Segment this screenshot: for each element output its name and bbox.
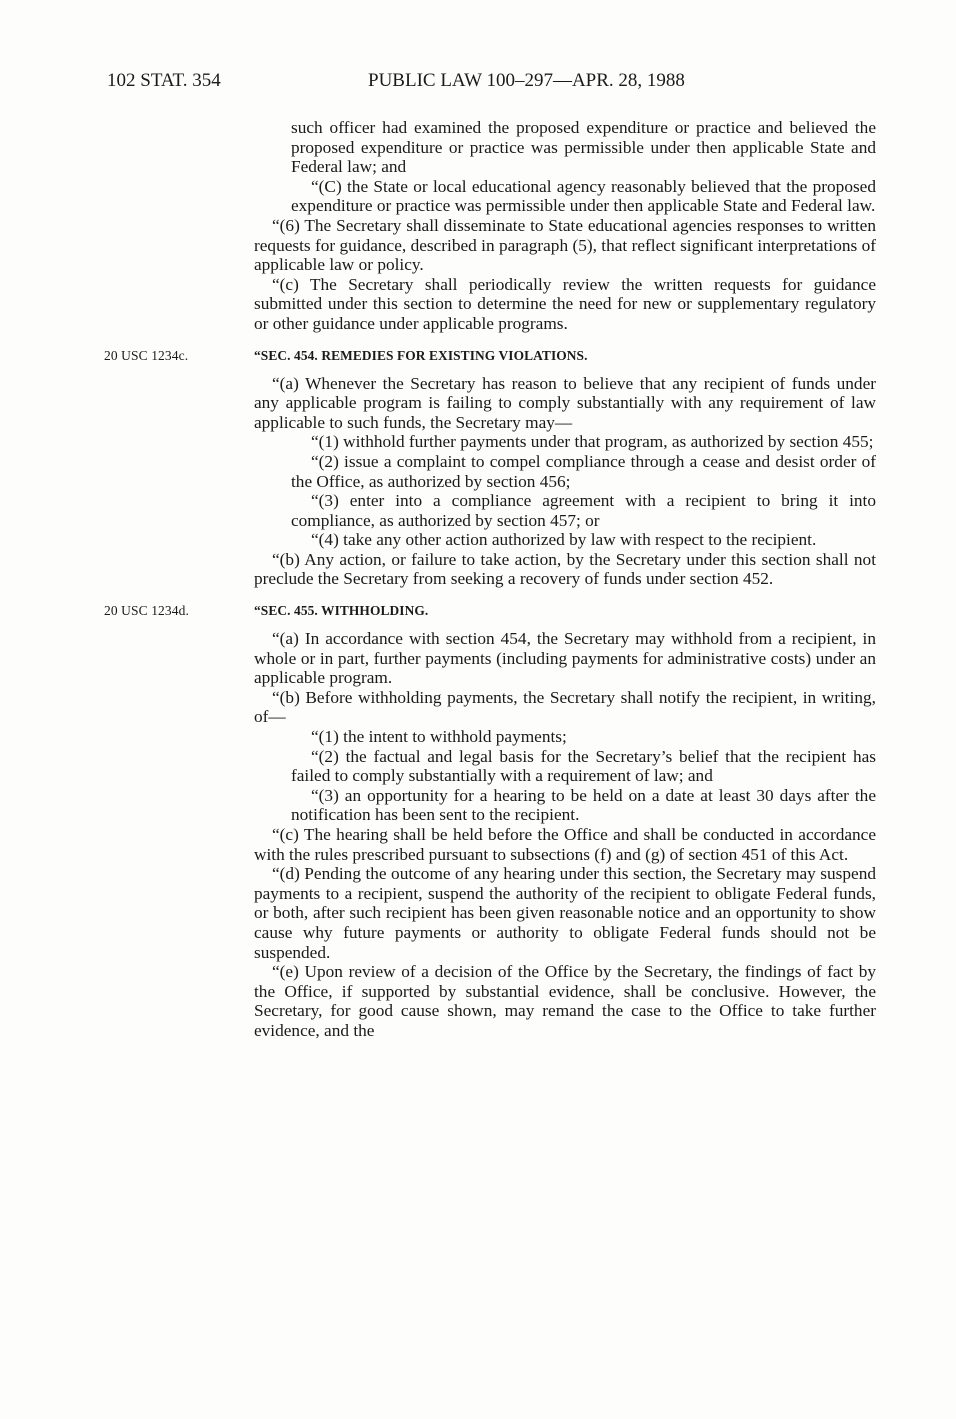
paragraph: “(3) enter into a compliance agreement with a recipient to bring it into compliance, as authorized by section 457; or <box>291 491 876 530</box>
paragraph: “(b) Any action, or failure to take action, by the Secretary under this section shall not preclude the Secretary from seeking a recovery of funds under section 452. <box>254 549 876 589</box>
paragraph: “(C) the State or local educational agency reasonably believed that the proposed expenditure or practice was permissible under then applicable State and Federal law. <box>291 176 876 216</box>
paragraph: “(1) withhold further payments under that program, as authorized by section 455; <box>311 432 874 452</box>
page-header <box>0 70 956 100</box>
paragraph: “(a) In accordance with section 454, the Secretary may withhold from a recipient, in whole or in part, further payments (including payments for administrative costs) under an applicable program. <box>254 629 876 688</box>
paragraph: “(4) take any other action authorized by law with respect to the recipient. <box>311 530 817 550</box>
statute-text <box>104 118 876 1041</box>
paragraph: “(2) the factual and legal basis for the Secretary’s belief that the recipient has failed to comply substantially with a requirement of law; and <box>291 746 876 786</box>
paragraph: such officer had examined the proposed expenditure or practice and believed the proposed expenditure or practice was permissible under then applicable State and Federal law; and <box>291 118 876 177</box>
usc-citation-1234d: 20 USC 1234d. <box>104 603 189 619</box>
usc-citation-1234c: 20 USC 1234c. <box>104 347 189 363</box>
paragraph: “(a) Whenever the Secretary has reason to believe that any recipient of funds under any applicable program is failing to comply substantially with any requirement of law applicable to such funds, the Secretary may— <box>254 373 876 432</box>
public-law-reference: PUBLIC LAW 100–297—APR. 28, 1988 <box>368 70 685 91</box>
paragraph: “(e) Upon review of a decision of the Office by the Secretary, the findings of fact by the Office, if supported by substantial evidence, shall be conclusive. However, the Secretary, for good cause shown, may remand the case to the Office to take further evidence, and the <box>254 962 876 1040</box>
section-455-title: “SEC. 455. WITHHOLDING. <box>254 603 429 619</box>
section-454-heading <box>104 346 876 363</box>
paragraph: “(3) an opportunity for a hearing to be held on a date at least 30 days after the notification has been sent to the recipient. <box>291 785 876 825</box>
paragraph: “(c) The hearing shall be held before the Office and shall be conducted in accordance with the rules prescribed pursuant to subsections (f) and (g) of section 451 of this Act. <box>254 825 876 864</box>
paragraph: “(2) issue a complaint to compel compliance through a cease and desist order of the Office, as authorized by section 456; <box>291 451 876 491</box>
paragraph: “(c) The Secretary shall periodically review the written requests for guidance submitted under this section to determine the need for new or supplementary regulatory or other guidance under applicable programs. <box>254 274 876 333</box>
paragraph: “(b) Before withholding payments, the Secretary shall notify the recipient, in writing, of— <box>254 687 876 727</box>
section-454-title: “SEC. 454. REMEDIES FOR EXISTING VIOLATIONS. <box>254 347 588 363</box>
paragraph: “(6) The Secretary shall disseminate to State educational agencies responses to written requests for guidance, described in paragraph (5), that reflect significant interpretations of applicable law or policy. <box>254 215 876 275</box>
paragraph: “(d) Pending the outcome of any hearing under this section, the Secretary may suspend payments to a recipient, suspend the authority of the recipient to obligate Federal funds, or both, after such recipient has been given reasonable notice and an opportunity to show cause why future payments or authority to obligate Federal funds should not be suspended. <box>254 864 876 962</box>
paragraph: “(1) the intent to withhold payments; <box>311 727 567 747</box>
stat-reference: 102 STAT. 354 <box>107 70 221 91</box>
section-455-heading <box>104 601 876 619</box>
